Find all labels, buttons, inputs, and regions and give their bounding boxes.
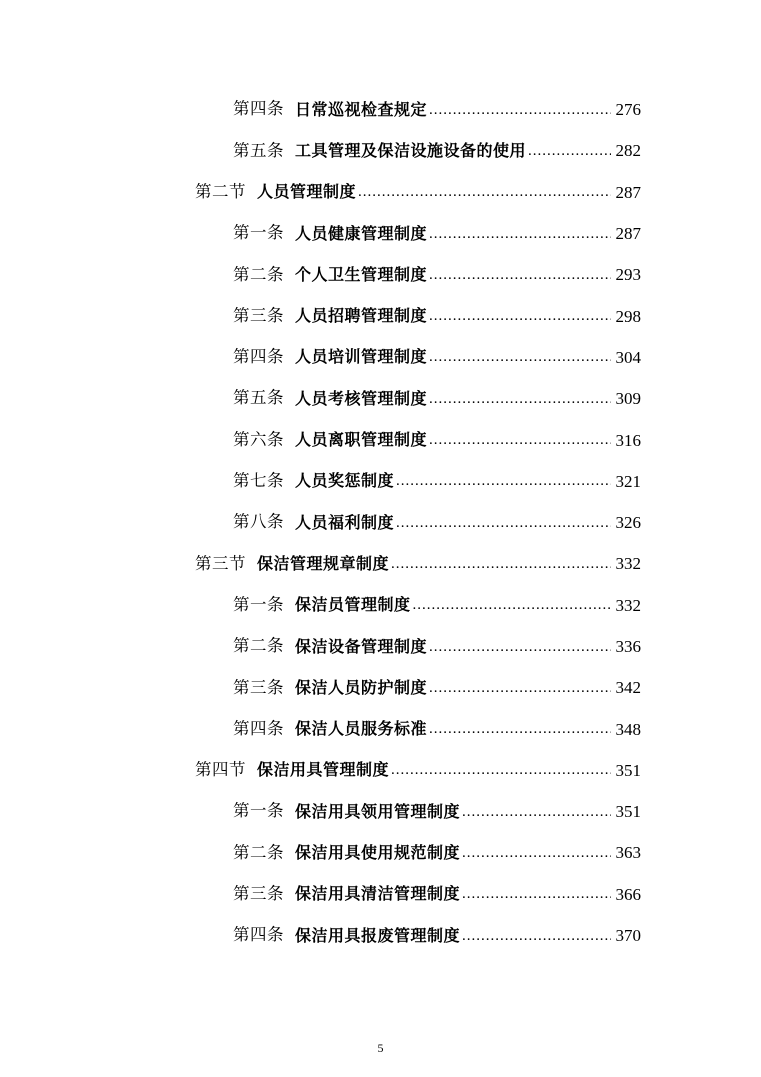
toc-entry-label: 第七条 [233,471,284,491]
toc-entry-title: 保洁用具领用管理制度 [295,801,461,821]
toc-entry-label: 第二条 [233,636,284,656]
toc-entry-page: 363 [615,843,641,863]
toc-section-page: 332 [615,554,641,574]
toc-entry-title: 人员考核管理制度 [295,388,428,408]
toc-entry[interactable] [0,378,641,419]
toc-entry[interactable] [0,254,641,295]
toc-entry-page: 342 [615,678,641,698]
toc-dot-leader [358,184,611,200]
toc-dot-leader [429,267,611,283]
toc-section-page: 287 [615,182,641,202]
toc-entry[interactable] [0,915,641,956]
table-of-contents [0,89,761,956]
toc-entry-page: 287 [615,224,641,244]
toc-entry[interactable] [0,626,641,667]
toc-section-title: 保洁管理规章制度 [257,553,390,573]
toc-section-entry[interactable] [0,543,641,584]
toc-entry-title: 保洁用具使用规范制度 [295,842,461,862]
toc-entry-page: 293 [615,265,641,285]
toc-entry-page: 366 [615,884,641,904]
toc-dot-leader [429,639,611,655]
toc-entry-label: 第三条 [233,305,284,325]
toc-entry-label: 第二条 [233,842,284,862]
toc-entry-title: 工具管理及保洁设施设备的使用 [295,140,527,160]
toc-entry-label: 第四条 [233,347,284,367]
toc-entry-title: 人员福利制度 [295,512,395,532]
toc-entry[interactable] [0,667,641,708]
toc-dot-leader [429,226,611,242]
toc-entry-page: 370 [615,926,641,946]
toc-entry-page: 282 [615,141,641,161]
toc-entry[interactable] [0,874,641,915]
toc-entry[interactable] [0,130,641,171]
toc-entry-page: 316 [615,430,641,450]
toc-dot-leader [528,143,611,159]
toc-entry-page: 332 [615,595,641,615]
toc-section-page: 351 [615,760,641,780]
toc-entry-title: 人员健康管理制度 [295,223,428,243]
toc-entry-title: 保洁员管理制度 [295,595,411,615]
toc-entry[interactable] [0,708,641,749]
toc-entry-label: 第五条 [233,140,284,160]
toc-dot-leader [396,473,611,489]
toc-dot-leader [462,804,611,820]
toc-section-label: 第二节 [195,181,246,201]
toc-entry-label: 第二条 [233,264,284,284]
toc-section-entry[interactable] [0,750,641,791]
toc-entry-title: 人员招聘管理制度 [295,306,428,326]
toc-entry[interactable] [0,89,641,130]
toc-entry[interactable] [0,791,641,832]
toc-dot-leader [391,556,611,572]
toc-dot-leader [396,515,611,531]
toc-entry-label: 第六条 [233,429,284,449]
toc-entry-label: 第五条 [233,388,284,408]
toc-dot-leader [462,886,611,902]
toc-section-label: 第四节 [195,760,246,780]
toc-entry[interactable] [0,502,641,543]
toc-entry-title: 人员奖惩制度 [295,471,395,491]
toc-entry-label: 第四条 [233,718,284,738]
toc-dot-leader [429,432,611,448]
toc-entry-page: 309 [615,389,641,409]
toc-dot-leader [429,308,611,324]
toc-section-title: 保洁用具管理制度 [257,760,390,780]
toc-entry-label: 第四条 [233,99,284,119]
toc-entry-title: 保洁人员防护制度 [295,677,428,697]
toc-dot-leader [462,928,611,944]
toc-entry-page: 298 [615,306,641,326]
toc-dot-leader [462,845,611,861]
toc-dot-leader [429,680,611,696]
toc-entry-page: 304 [615,347,641,367]
toc-section-label: 第三节 [195,553,246,573]
toc-entry-label: 第一条 [233,801,284,821]
toc-entry[interactable] [0,585,641,626]
toc-dot-leader [429,102,611,118]
toc-entry-label: 第一条 [233,594,284,614]
toc-section-title: 人员管理制度 [257,182,357,202]
toc-entry-label: 第三条 [233,677,284,697]
toc-entry-page: 326 [615,513,641,533]
toc-entry-label: 第一条 [233,223,284,243]
toc-entry[interactable] [0,213,641,254]
toc-entry-page: 321 [615,471,641,491]
toc-dot-leader [429,721,611,737]
toc-entry[interactable] [0,461,641,502]
toc-entry-title: 人员离职管理制度 [295,430,428,450]
page-number: 5 [377,1041,384,1055]
toc-entry[interactable] [0,419,641,460]
toc-entry-page: 336 [615,637,641,656]
toc-dot-leader [429,391,611,407]
toc-entry[interactable] [0,295,641,336]
toc-entry-title: 个人卫生管理制度 [295,264,428,284]
toc-entry[interactable] [0,337,641,378]
toc-entry-title: 保洁用具清洁管理制度 [295,884,461,904]
toc-entry-title: 人员培训管理制度 [295,347,428,367]
toc-entry-label: 第八条 [233,512,284,532]
toc-entry-title: 保洁设备管理制度 [295,636,428,656]
toc-entry-label: 第四条 [233,925,284,945]
toc-entry-page: 276 [615,100,641,120]
toc-entry-label: 第三条 [233,884,284,904]
toc-entry-title: 保洁用具报废管理制度 [295,925,461,945]
toc-dot-leader [429,349,611,365]
toc-section-entry[interactable] [0,172,641,213]
toc-entry-page: 351 [615,802,641,822]
toc-dot-leader [413,597,611,613]
toc-entry-title: 日常巡视检查规定 [295,99,428,119]
toc-entry-title: 保洁人员服务标准 [295,719,428,739]
toc-dot-leader [391,762,611,778]
toc-entry[interactable] [0,832,641,873]
toc-entry-page: 348 [615,719,641,739]
